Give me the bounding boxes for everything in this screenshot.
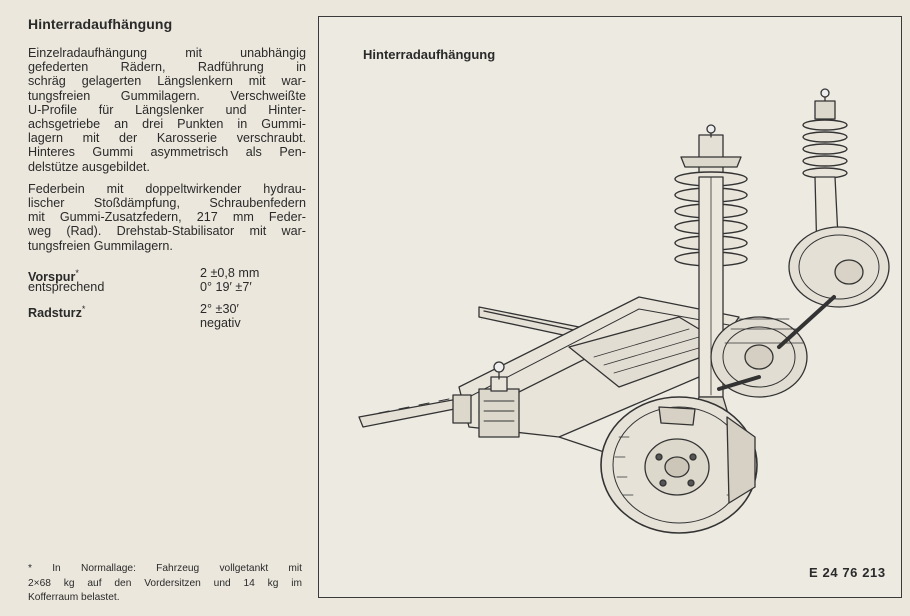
brake-disc — [601, 397, 757, 533]
paragraph-1-line: Hinteres Gummi asymmetrisch als Pen- — [28, 145, 306, 160]
spec-row-radsturz — [28, 302, 306, 321]
text-column — [28, 16, 306, 261]
vorspur-asterisk: * — [75, 268, 79, 278]
paragraph-2-line: Federbein mit doppeltwirkender hydrau- — [28, 181, 306, 196]
vorspur-label: Vorspur — [28, 270, 76, 285]
vorspur-value: 2 ±0,8 mm — [200, 266, 260, 280]
paragraph-1-line: U-Profile für Längslenker und Hinter- — [28, 102, 306, 117]
svg-text:·: · — [481, 317, 483, 322]
radsturz-value-2: negativ — [200, 316, 241, 330]
footnote — [28, 562, 302, 606]
entsprechend-label: entsprechend — [28, 280, 105, 294]
figure-title: Hinterradaufhängung — [363, 47, 496, 62]
spec-row-entsprechend — [28, 281, 306, 295]
footnote-line: Kofferraum belastet. — [28, 592, 120, 603]
paragraph-1-line: delstütze ausgebildet. — [28, 159, 150, 174]
footnote-line: 2×68 kg auf den Vordersitzen und 14 kg im — [28, 577, 302, 589]
paragraph-1-line: lagern mit der Karosserie verschraubt. — [28, 131, 306, 146]
spec-row-radsturz-2 — [28, 317, 306, 331]
right-wheel-hub — [789, 227, 889, 307]
paragraph-1 — [28, 46, 306, 174]
spec-row-vorspur — [28, 266, 306, 285]
paragraph-1-line: gefederten Rädern, Radführung in — [28, 60, 306, 75]
section-heading: Hinterradaufhängung — [28, 16, 173, 32]
entsprechend-value: 0° 19′ ±7′ — [200, 280, 252, 294]
paragraph-1-line: Einzelradaufhängung mit unabhängig — [28, 46, 306, 60]
radsturz-value: 2° ±30′ — [200, 302, 239, 316]
paragraph-1-line: schräg gelagerten Längslenkern mit war- — [28, 74, 306, 89]
spec-table — [28, 267, 306, 331]
radsturz-asterisk: * — [81, 304, 86, 314]
paragraph-1-line: tungsfreien Gummilagern. Verschweißte — [28, 88, 306, 103]
rear-suspension-illustration — [319, 17, 901, 597]
figure-code: E 24 76 213 — [809, 565, 886, 580]
paragraph-2-line: tungsfreien Gummilagern. — [28, 238, 173, 253]
paragraph-2 — [28, 182, 306, 253]
radsturz-label: Radsturz — [28, 306, 82, 321]
paragraph-2-line: mit Gummi-Zusatzfedern, 217 mm Feder- — [28, 210, 306, 225]
paragraph-2-line: weg (Rad). Drehstab-Stabilisator mit war- — [28, 224, 306, 239]
paragraph-1-line: achsgetriebe an drei Punkten in Gummi- — [28, 117, 306, 132]
footnote-line: * In Normallage: Fahrzeug vollgetankt mit — [28, 563, 302, 574]
paragraph-2-line: lischer Stoßdämpfung, Schraubenfedern — [28, 196, 306, 211]
figure-box — [318, 16, 902, 598]
